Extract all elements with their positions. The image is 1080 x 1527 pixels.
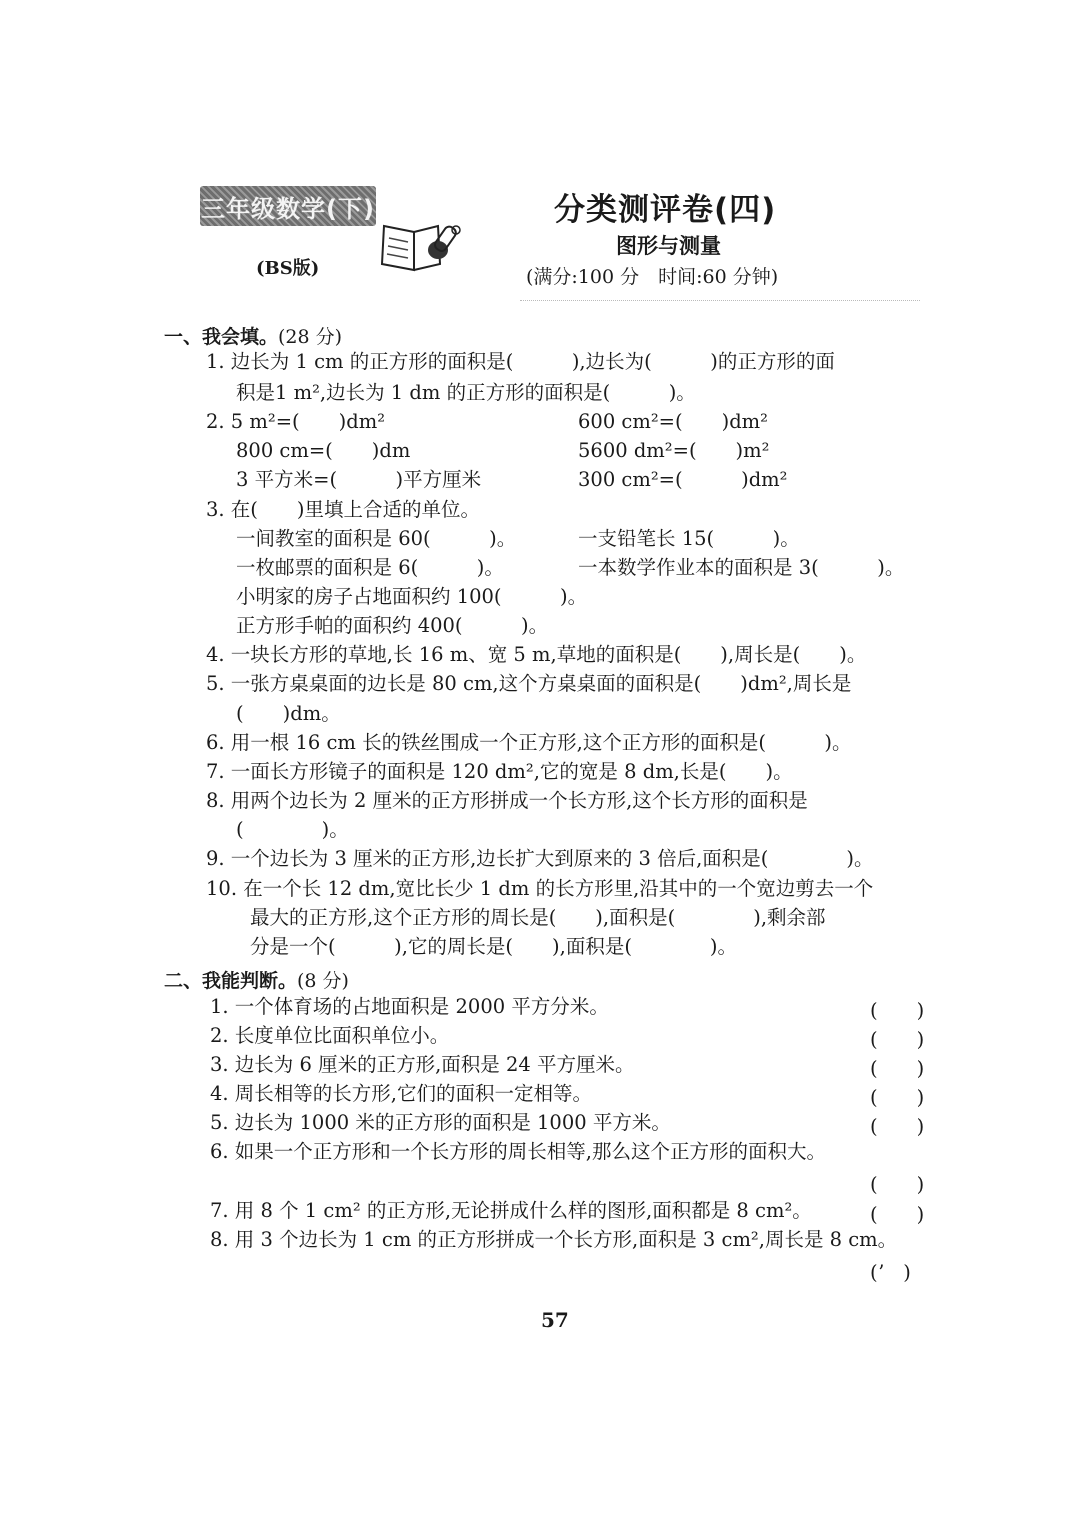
- section-1-points: (28 分): [278, 326, 343, 348]
- judge-item-2: 2. 长度单位比面积单位小。: [210, 1024, 450, 1047]
- judge-answer-8[interactable]: (ʼ ): [870, 1261, 911, 1284]
- q6-line: 6. 用一根 16 cm 长的铁丝围成一个正方形,这个正方形的面积是( )。: [206, 731, 852, 754]
- judge-answer-7[interactable]: ( ): [870, 1203, 925, 1226]
- q10-line-2: 最大的正方形,这个正方形的周长是( ),面积是( ),剩余部: [250, 906, 826, 929]
- q4-line: 4. 一块长方形的草地,长 16 m、宽 5 m,草地的面积是( ),周长是( )。: [206, 643, 867, 666]
- q3-item-2: 一支铅笔长 15( )。: [578, 527, 800, 550]
- q7-line: 7. 一面长方形镜子的面积是 120 dm²,它的宽是 8 dm,长是( )。: [206, 760, 793, 783]
- section-2-title: 二、我能判断。: [164, 970, 298, 992]
- q3-item-5: 小明家的房子占地面积约 100( )。: [236, 585, 588, 608]
- judge-item-6: 6. 如果一个正方形和一个长方形的周长相等,那么这个正方形的面积大。: [210, 1140, 827, 1163]
- section-2-points: (8 分): [297, 970, 349, 992]
- judge-item-8: 8. 用 3 个边长为 1 cm 的正方形拼成一个长方形,面积是 3 cm²,周长是 8 cm。: [210, 1228, 898, 1251]
- judge-answer-1[interactable]: ( ): [870, 999, 925, 1022]
- q3-item-4: 一本数学作业本的面积是 3( )。: [578, 556, 905, 579]
- judge-item-3: 3. 边长为 6 厘米的正方形,面积是 24 平方厘米。: [210, 1053, 635, 1076]
- judge-item-1: 1. 一个体育场的占地面积是 2000 平方分米。: [210, 995, 609, 1018]
- q9-line: 9. 一个边长为 3 厘米的正方形,边长扩大到原来的 3 倍后,面积是( )。: [206, 847, 874, 870]
- q5-line-2: ( )dm。: [236, 702, 341, 725]
- edition-label: (BS版): [256, 258, 320, 279]
- page-number: 57: [541, 1308, 569, 1332]
- q1-line-1: 1. 边长为 1 cm 的正方形的面积是( ),边长为( )的正方形的面: [206, 350, 835, 373]
- judge-answer-3[interactable]: ( ): [870, 1057, 925, 1080]
- judge-answer-5[interactable]: ( ): [870, 1115, 925, 1138]
- header-divider: [520, 300, 920, 301]
- section-1-title: 一、我会填。: [164, 326, 279, 348]
- grade-badge: 三年级数学(下): [200, 186, 376, 226]
- section-1-heading: [164, 322, 342, 349]
- q8-line-1: 8. 用两个边长为 2 厘米的正方形拼成一个长方形,这个长方形的面积是: [206, 789, 808, 812]
- judge-item-5: 5. 边长为 1000 米的正方形的面积是 1000 平方米。: [210, 1111, 671, 1134]
- q3-item-1: 一间教室的面积是 60( )。: [236, 527, 517, 550]
- judge-item-7: 7. 用 8 个 1 cm² 的正方形,无论拼成什么样的图形,面积都是 8 cm²。: [210, 1199, 812, 1222]
- q1-line-2: 积是1 m²,边长为 1 dm 的正方形的面积是( )。: [236, 381, 696, 404]
- score-time-line: (满分:100 分 时间:60 分钟): [526, 266, 779, 288]
- section-2-heading: [164, 966, 349, 993]
- q5-line-1: 5. 一张方桌桌面的边长是 80 cm,这个方桌桌面的面积是( )dm²,周长是: [206, 672, 852, 695]
- judge-answer-4[interactable]: ( ): [870, 1086, 925, 1109]
- q8-line-2: ( )。: [236, 818, 349, 841]
- q2-item-1: 2. 5 m²=( )dm²: [206, 410, 386, 433]
- page-subtitle: 图形与测量: [616, 234, 721, 258]
- q3-item-3: 一枚邮票的面积是 6( )。: [236, 556, 504, 579]
- judge-item-4: 4. 周长相等的长方形,它们的面积一定相等。: [210, 1082, 593, 1105]
- page-title: 分类测评卷(四): [554, 192, 777, 228]
- judge-answer-2[interactable]: ( ): [870, 1028, 925, 1051]
- book-magnifier-icon: [378, 218, 468, 278]
- q2-item-2: 600 cm²=( )dm²: [578, 410, 768, 433]
- q2-item-3: 800 cm=( )dm: [236, 439, 411, 462]
- q10-line-1: 10. 在一个长 12 dm,宽比长少 1 dm 的长方形里,沿其中的一个宽边剪去一个: [206, 877, 874, 900]
- q2-item-6: 300 cm²=( )dm²: [578, 468, 788, 491]
- judge-answer-6[interactable]: ( ): [870, 1173, 925, 1196]
- q10-line-3: 分是一个( ),它的周长是( ),面积是( )。: [250, 935, 738, 958]
- q3-prompt: 3. 在( )里填上合适的单位。: [206, 498, 481, 521]
- q3-item-6: 正方形手帕的面积约 400( )。: [236, 614, 549, 637]
- q2-item-4: 5600 dm²=( )m²: [578, 439, 770, 462]
- q2-item-5: 3 平方米=( )平方厘米: [236, 468, 482, 491]
